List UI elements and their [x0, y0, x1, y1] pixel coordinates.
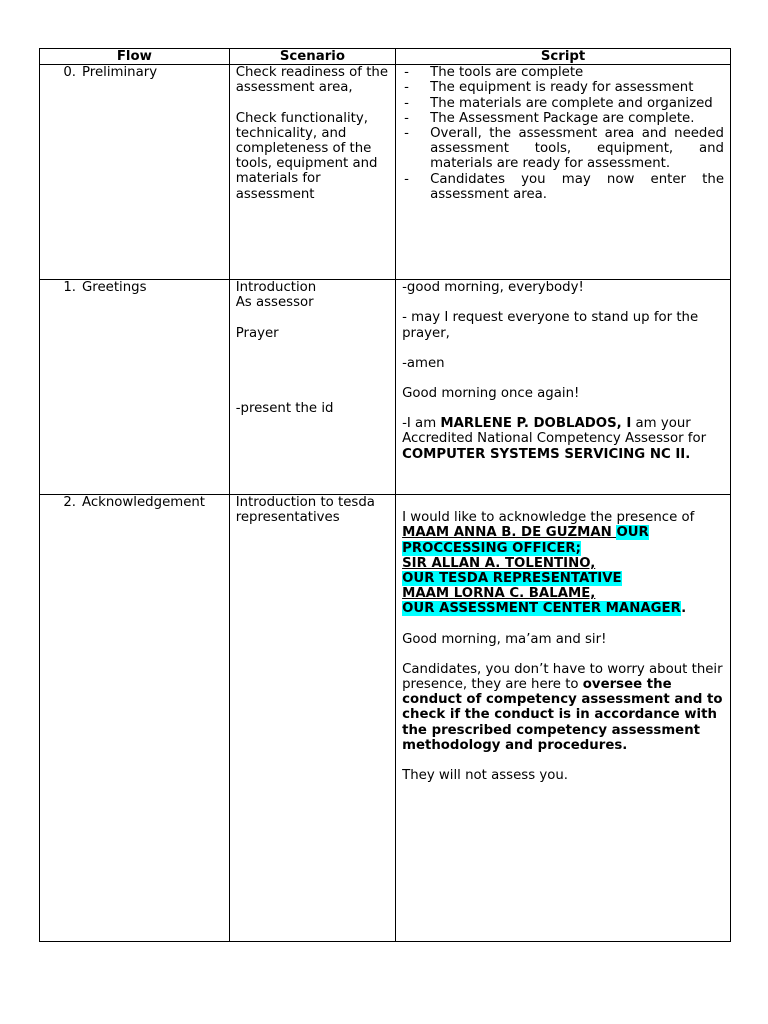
table-header-row: [40, 49, 731, 65]
script-cell-greetings: [396, 280, 731, 495]
script-line: Good morning, ma’am and sir!: [402, 631, 607, 647]
table-row-acknowledgement: [40, 495, 731, 942]
script-table: [39, 48, 731, 942]
script-line: -amen: [402, 355, 445, 371]
flow-cell-greetings: [40, 280, 230, 495]
officer-name: MAAM ANNA B. DE GUZMAN: [402, 525, 617, 541]
scenario-text: Prayer: [235, 325, 279, 341]
list-item: - The equipment is ready for assessment: [402, 80, 724, 95]
script-line: -I am MARLENE P. DOBLADOS, I am your Accredited National Competency Assessor for COMPUTER SYSTEMS SERVICING NC II.: [402, 416, 707, 462]
dash-bullet: -: [404, 110, 409, 126]
script-line: Candidates, you don’t have to worry about their presence, they are here to oversee the conduct of competency assessment and to check if the conduct is in accordance with the prescribed competency assessment methodology and procedures.: [402, 661, 723, 753]
list-item: - The materials are complete and organized: [402, 96, 724, 111]
table-row-greetings: [40, 280, 731, 495]
list-item: - The tools are complete: [402, 65, 724, 80]
flow-number: 1.: [63, 280, 76, 296]
scenario-text: Check readiness of the assessment area,: [235, 65, 389, 96]
qualification-name: COMPUTER SYSTEMS SERVICING NC II.: [402, 446, 691, 462]
officer-name: MAAM LORNA C. BALAME,: [402, 586, 596, 602]
script-line: - may I request everyone to stand up for the prayer,: [402, 310, 699, 341]
scenario-text: -present the id: [235, 400, 334, 416]
script-line: -good morning, everybody!: [402, 280, 584, 296]
flow-label: Acknowledgement: [82, 495, 206, 511]
acknowledgement-text: I would like to acknowledge the presence of MAAM ANNA B. DE GUZMAN OUR PROCCESSING OFFICER; SIR ALLAN A. TOLENTINO, OUR TESDA REPRESENTATIVE MAAM LORNA C. BALAME, OUR ASSESSMENT CENTER MANAGER.: [402, 510, 695, 617]
script-line: They will not assess you.: [402, 768, 569, 784]
scenario-text: Introduction to tesda representatives: [235, 495, 375, 526]
flow-number: 0.: [63, 65, 76, 81]
flow-label: Preliminary: [82, 65, 158, 81]
flow-label: Greetings: [82, 280, 147, 296]
header-scenario: Scenario: [229, 49, 395, 65]
dash-bullet: -: [404, 171, 409, 187]
officer-name: SIR ALLAN A. TOLENTINO,: [402, 555, 596, 571]
scenario-cell-acknowledgement: [229, 495, 395, 942]
header-flow: Flow: [40, 49, 230, 65]
script-cell-preliminary: [396, 65, 731, 280]
list-item: - The Assessment Package are complete.: [402, 111, 724, 126]
dash-bullet: -: [404, 80, 409, 96]
scenario-cell-greetings: [229, 280, 395, 495]
scenario-text: Check functionality, technicality, and completeness of the tools, equipment and materials for assessment: [235, 110, 378, 202]
header-script: Script: [396, 49, 731, 65]
list-item: - Overall, the assessment area and needed assessment tools, equipment, and materials are ready for assessment.: [402, 126, 724, 172]
scenario-text: Introduction: [235, 280, 317, 296]
dash-bullet: -: [404, 126, 409, 142]
checklist: [402, 65, 724, 202]
list-item: - Candidates you may now enter the assessment area.: [402, 172, 724, 202]
assessor-name: MARLENE P. DOBLADOS, I: [440, 416, 632, 432]
officer-role-highlight: OUR ASSESSMENT CENTER MANAGER: [402, 601, 682, 617]
flow-cell-acknowledgement: [40, 495, 230, 942]
officer-role-highlight: OUR TESDA REPRESENTATIVE: [402, 571, 622, 587]
script-cell-acknowledgement: [396, 495, 731, 942]
flow-cell-preliminary: [40, 65, 230, 280]
dash-bullet: -: [404, 95, 409, 111]
scenario-text: As assessor: [235, 295, 314, 311]
table-row-preliminary: [40, 65, 731, 280]
dash-bullet: -: [404, 65, 409, 81]
flow-number: 2.: [63, 495, 76, 511]
script-line: Good morning once again!: [402, 386, 580, 402]
scenario-cell-preliminary: [229, 65, 395, 280]
officer-role-highlight: OUR PROCCESSING OFFICER;: [402, 525, 649, 556]
